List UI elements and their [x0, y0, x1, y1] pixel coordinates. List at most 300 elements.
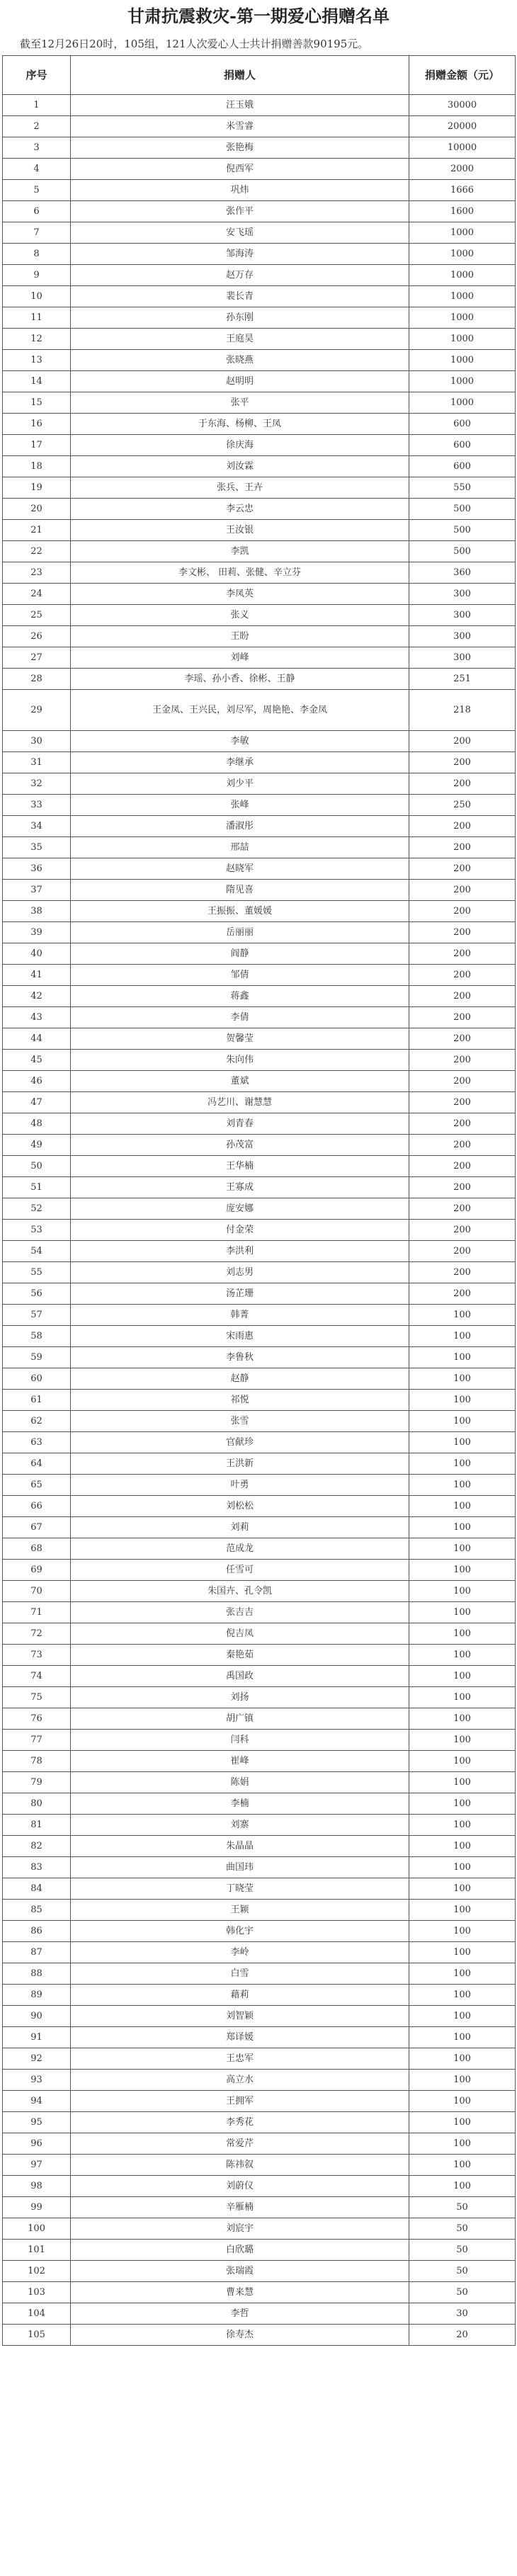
donor-name: 张艳梅: [71, 137, 409, 159]
table-row: [3, 690, 516, 731]
donor-name: 辛雁楠: [71, 2197, 409, 2218]
row-number: 36: [3, 858, 71, 880]
donor-name: 王忠军: [71, 2048, 409, 2070]
table-row: [3, 1581, 516, 1602]
donor-name: 张平: [71, 392, 409, 414]
donor-name: 张峰: [71, 795, 409, 816]
row-number: 75: [3, 1687, 71, 1708]
donation-amount: 200: [409, 943, 516, 965]
table-row: [3, 1156, 516, 1177]
donation-amount: 200: [409, 773, 516, 795]
table-row: [3, 901, 516, 922]
donation-amount: 100: [409, 1836, 516, 1857]
row-number: 104: [3, 2303, 71, 2325]
table-header-row: [3, 56, 516, 95]
donation-amount: 200: [409, 858, 516, 880]
table-row: [3, 1177, 516, 1198]
donation-amount: 100: [409, 1963, 516, 1985]
row-number: 33: [3, 795, 71, 816]
donation-amount: 100: [409, 1517, 516, 1538]
row-number: 23: [3, 562, 71, 584]
row-number: 1: [3, 95, 71, 116]
page-title: 甘肃抗震救灾-第一期爱心捐赠名单: [127, 6, 390, 26]
table-row: [3, 1198, 516, 1220]
row-number: 10: [3, 286, 71, 307]
table-row: [3, 669, 516, 690]
donor-name: 闫科: [71, 1730, 409, 1751]
table-row: [3, 95, 516, 116]
row-number: 70: [3, 1581, 71, 1602]
row-number: 4: [3, 159, 71, 180]
donation-amount: 100: [409, 1772, 516, 1793]
table-row: [3, 1432, 516, 1453]
row-number: 98: [3, 2176, 71, 2197]
donation-amount: 100: [409, 1942, 516, 1963]
table-row: [3, 1815, 516, 1836]
table-row: [3, 1836, 516, 1857]
row-number: 39: [3, 922, 71, 943]
donation-amount: 200: [409, 1283, 516, 1305]
row-number: 11: [3, 307, 71, 329]
table-row: [3, 116, 516, 137]
donor-name: 曹来慧: [71, 2282, 409, 2303]
table-row: [3, 1538, 516, 1560]
donor-name: 李文彬、 田莉、张健、辛立芬: [71, 562, 409, 584]
donor-name: 高立水: [71, 2070, 409, 2091]
table-row: [3, 1602, 516, 1623]
donor-name: 李岭: [71, 1942, 409, 1963]
row-number: 46: [3, 1071, 71, 1092]
row-number: 52: [3, 1198, 71, 1220]
donation-amount: 100: [409, 1815, 516, 1836]
row-number: 67: [3, 1517, 71, 1538]
row-number: 51: [3, 1177, 71, 1198]
table-row: [3, 1666, 516, 1687]
donation-amount: 218: [409, 690, 516, 731]
donation-amount: 20: [409, 2325, 516, 2346]
row-number: 17: [3, 435, 71, 456]
row-number: 101: [3, 2240, 71, 2261]
donor-name: 朱晶晶: [71, 1836, 409, 1857]
table-row: [3, 329, 516, 350]
row-number: 95: [3, 2112, 71, 2133]
row-number: 45: [3, 1050, 71, 1071]
donor-name: 曲国玮: [71, 1857, 409, 1878]
donor-name: 裴长青: [71, 286, 409, 307]
donation-amount: 100: [409, 1538, 516, 1560]
donation-amount: 100: [409, 1475, 516, 1496]
donation-amount: 100: [409, 2070, 516, 2091]
table-row: [3, 1283, 516, 1305]
row-number: 60: [3, 1368, 71, 1390]
donor-name: 米雪睿: [71, 116, 409, 137]
donation-amount: 50: [409, 2218, 516, 2240]
table-row: [3, 2133, 516, 2155]
table-row: [3, 943, 516, 965]
donation-amount: 250: [409, 795, 516, 816]
row-number: 82: [3, 1836, 71, 1857]
table-row: [3, 201, 516, 222]
row-number: 100: [3, 2218, 71, 2240]
table-row: [3, 2261, 516, 2282]
header-amount: 捐赠金额（元）: [409, 56, 516, 95]
row-number: 88: [3, 1963, 71, 1985]
donor-name: 汪玉娥: [71, 95, 409, 116]
row-number: 93: [3, 2070, 71, 2091]
donor-name: 刘青春: [71, 1113, 409, 1135]
row-number: 3: [3, 137, 71, 159]
row-number: 32: [3, 773, 71, 795]
donation-amount: 100: [409, 1857, 516, 1878]
donation-amount: 200: [409, 752, 516, 773]
donation-amount: 100: [409, 2133, 516, 2155]
donation-amount: 200: [409, 1241, 516, 1262]
donation-amount: 100: [409, 2176, 516, 2197]
donation-amount: 100: [409, 2091, 516, 2112]
donor-name: 倪吉凤: [71, 1623, 409, 1645]
row-number: 43: [3, 1007, 71, 1028]
table-row: [3, 435, 516, 456]
table-row: [3, 1305, 516, 1326]
donor-name: 李楠: [71, 1793, 409, 1815]
table-row: [3, 1921, 516, 1942]
table-row: [3, 1963, 516, 1985]
donor-name: 岳丽丽: [71, 922, 409, 943]
table-row: [3, 1071, 516, 1092]
donor-name: 孙东刚: [71, 307, 409, 329]
donor-name: 王寡成: [71, 1177, 409, 1198]
table-row: [3, 2091, 516, 2112]
donor-name: 郑译媛: [71, 2027, 409, 2048]
donor-name: 韩化宇: [71, 1921, 409, 1942]
donation-amount: 100: [409, 1708, 516, 1730]
donor-name: 安飞瑶: [71, 222, 409, 244]
row-number: 12: [3, 329, 71, 350]
table-row: [3, 244, 516, 265]
table-row: [3, 307, 516, 329]
table-row: [3, 584, 516, 605]
row-number: 41: [3, 965, 71, 986]
donor-name: 丁晓莹: [71, 1878, 409, 1900]
donor-name: 巩炜: [71, 180, 409, 201]
donor-name: 李云忠: [71, 499, 409, 520]
row-number: 38: [3, 901, 71, 922]
row-number: 73: [3, 1645, 71, 1666]
donor-name: 禹国政: [71, 1666, 409, 1687]
donation-amount: 200: [409, 1177, 516, 1198]
table-row: [3, 1900, 516, 1921]
table-row: [3, 137, 516, 159]
donor-name: 胡广镇: [71, 1708, 409, 1730]
row-number: 66: [3, 1496, 71, 1517]
table-row: [3, 1751, 516, 1772]
row-number: 102: [3, 2261, 71, 2282]
table-row: [3, 880, 516, 901]
donation-amount: 100: [409, 1645, 516, 1666]
row-number: 90: [3, 2006, 71, 2027]
row-number: 79: [3, 1772, 71, 1793]
table-row: [3, 1411, 516, 1432]
table-row: [3, 286, 516, 307]
row-number: 96: [3, 2133, 71, 2155]
donation-amount: 100: [409, 1751, 516, 1772]
donor-name: 王华楠: [71, 1156, 409, 1177]
donation-amount: 100: [409, 1305, 516, 1326]
donation-amount: 1000: [409, 222, 516, 244]
row-number: 55: [3, 1262, 71, 1283]
donor-name: 范成龙: [71, 1538, 409, 1560]
donor-name: 任雪可: [71, 1560, 409, 1581]
row-number: 19: [3, 477, 71, 499]
row-number: 13: [3, 350, 71, 371]
donation-amount: 200: [409, 1071, 516, 1092]
row-number: 30: [3, 731, 71, 752]
donor-name: 刘莉: [71, 1517, 409, 1538]
table-row: [3, 1241, 516, 1262]
table-row: [3, 477, 516, 499]
table-row: [3, 773, 516, 795]
row-number: 69: [3, 1560, 71, 1581]
row-number: 99: [3, 2197, 71, 2218]
table-row: [3, 1453, 516, 1475]
row-number: 87: [3, 1942, 71, 1963]
table-row: [3, 2006, 516, 2027]
row-number: 65: [3, 1475, 71, 1496]
donor-name: 李洪利: [71, 1241, 409, 1262]
row-number: 21: [3, 520, 71, 541]
donor-name: 藉莉: [71, 1985, 409, 2006]
donation-amount: 200: [409, 1028, 516, 1050]
table-row: [3, 1475, 516, 1496]
table-row: [3, 562, 516, 584]
row-number: 50: [3, 1156, 71, 1177]
donor-name: 李继承: [71, 752, 409, 773]
table-row: [3, 520, 516, 541]
row-number: 103: [3, 2282, 71, 2303]
table-row: [3, 922, 516, 943]
table-row: [3, 1220, 516, 1241]
table-row: [3, 795, 516, 816]
donation-amount: 200: [409, 922, 516, 943]
table-row: [3, 159, 516, 180]
donor-name: 刘蔚仪: [71, 2176, 409, 2197]
header-donor: 捐赠人: [71, 56, 409, 95]
table-row: [3, 2218, 516, 2240]
row-number: 83: [3, 1857, 71, 1878]
donation-amount: 1000: [409, 350, 516, 371]
table-row: [3, 1135, 516, 1156]
donor-name: 赵静: [71, 1368, 409, 1390]
donor-name: 王汝银: [71, 520, 409, 541]
donation-amount: 200: [409, 731, 516, 752]
row-number: 53: [3, 1220, 71, 1241]
row-number: 71: [3, 1602, 71, 1623]
table-row: [3, 816, 516, 837]
donation-amount: 1000: [409, 265, 516, 286]
donor-name: 张吉吉: [71, 1602, 409, 1623]
donation-amount: 1000: [409, 307, 516, 329]
table-row: [3, 2070, 516, 2091]
donor-name: 潘淑彤: [71, 816, 409, 837]
row-number: 28: [3, 669, 71, 690]
donor-name: 李倩: [71, 1007, 409, 1028]
donation-amount: 100: [409, 1326, 516, 1347]
donation-amount: 50: [409, 2282, 516, 2303]
row-number: 62: [3, 1411, 71, 1432]
donor-name: 邹海涛: [71, 244, 409, 265]
donor-name: 付金荣: [71, 1220, 409, 1241]
table-row: [3, 1942, 516, 1963]
donor-name: 朱向伟: [71, 1050, 409, 1071]
donation-amount: 200: [409, 986, 516, 1007]
donation-amount: 100: [409, 1581, 516, 1602]
table-row: [3, 605, 516, 626]
row-number: 61: [3, 1390, 71, 1411]
donor-name: 李哲: [71, 2303, 409, 2325]
row-number: 91: [3, 2027, 71, 2048]
table-row: [3, 752, 516, 773]
row-number: 14: [3, 371, 71, 392]
table-row: [3, 1730, 516, 1751]
row-number: 54: [3, 1241, 71, 1262]
donor-name: 徐庆海: [71, 435, 409, 456]
donor-name: 刘寨: [71, 1815, 409, 1836]
table-row: [3, 350, 516, 371]
donor-name: 阎静: [71, 943, 409, 965]
donation-amount: 100: [409, 1560, 516, 1581]
row-number: 9: [3, 265, 71, 286]
donation-amount: 300: [409, 605, 516, 626]
table-row: [3, 1517, 516, 1538]
donor-name: 张作平: [71, 201, 409, 222]
donor-name: 崔峰: [71, 1751, 409, 1772]
donation-amount: 1000: [409, 371, 516, 392]
donor-name: 汤芷珊: [71, 1283, 409, 1305]
table-row: [3, 180, 516, 201]
row-number: 8: [3, 244, 71, 265]
donation-amount: 100: [409, 1666, 516, 1687]
table-row: [3, 1878, 516, 1900]
donation-amount: 100: [409, 1878, 516, 1900]
donation-amount: 100: [409, 1347, 516, 1368]
donor-name: 赵晓军: [71, 858, 409, 880]
row-number: 97: [3, 2155, 71, 2176]
donation-amount: 300: [409, 647, 516, 669]
row-number: 16: [3, 414, 71, 435]
row-number: 63: [3, 1432, 71, 1453]
table-row: [3, 1113, 516, 1135]
donor-name: 于东海、杨柳、王凤: [71, 414, 409, 435]
donation-amount: 100: [409, 1390, 516, 1411]
row-number: 58: [3, 1326, 71, 1347]
table-row: [3, 2027, 516, 2048]
row-number: 18: [3, 456, 71, 477]
donor-name: 王拥军: [71, 2091, 409, 2112]
row-number: 85: [3, 1900, 71, 1921]
row-number: 6: [3, 201, 71, 222]
donor-name: 李敏: [71, 731, 409, 752]
donor-name: 王金凤、王兴民，刘尽军，周艳艳、李金凤: [71, 690, 409, 731]
donor-name: 刘志男: [71, 1262, 409, 1283]
donation-amount: 200: [409, 1113, 516, 1135]
donor-name: 陈祎叙: [71, 2155, 409, 2176]
donor-name: 刘少平: [71, 773, 409, 795]
table-row: [3, 1007, 516, 1028]
table-row: [3, 1390, 516, 1411]
donor-name: 李凯: [71, 541, 409, 562]
table-row: [3, 1645, 516, 1666]
row-number: 72: [3, 1623, 71, 1645]
donation-amount: 600: [409, 456, 516, 477]
table-row: [3, 541, 516, 562]
donation-amount: 200: [409, 837, 516, 858]
table-row: [3, 1857, 516, 1878]
table-row: [3, 2282, 516, 2303]
donor-name: 白欣璐: [71, 2240, 409, 2261]
donor-name: 王盼: [71, 626, 409, 647]
row-number: 7: [3, 222, 71, 244]
table-row: [3, 265, 516, 286]
donation-amount: 100: [409, 1411, 516, 1432]
table-row: [3, 1560, 516, 1581]
table-row: [3, 647, 516, 669]
table-row: [3, 371, 516, 392]
donation-amount: 300: [409, 584, 516, 605]
donor-name: 祁悦: [71, 1390, 409, 1411]
donor-name: 赵万存: [71, 265, 409, 286]
donor-name: 张晓燕: [71, 350, 409, 371]
donation-amount: 100: [409, 1623, 516, 1645]
table-row: [3, 626, 516, 647]
donor-name: 贺馨莹: [71, 1028, 409, 1050]
table-row: [3, 2048, 516, 2070]
table-row: [3, 2155, 516, 2176]
donor-name: 陈娟: [71, 1772, 409, 1793]
donation-amount: 300: [409, 626, 516, 647]
row-number: 81: [3, 1815, 71, 1836]
donation-amount: 1000: [409, 286, 516, 307]
donation-amount: 100: [409, 1921, 516, 1942]
table-row: [3, 1708, 516, 1730]
donation-amount: 500: [409, 520, 516, 541]
donor-name: 张兵、王卉: [71, 477, 409, 499]
donation-amount: 100: [409, 1985, 516, 2006]
donation-amount: 50: [409, 2197, 516, 2218]
donor-name: 韩菁: [71, 1305, 409, 1326]
table-row: [3, 986, 516, 1007]
table-row: [3, 2112, 516, 2133]
donor-name: 张瑞霞: [71, 2261, 409, 2282]
table-row: [3, 1368, 516, 1390]
donor-name: 朱国卉、孔令凯: [71, 1581, 409, 1602]
donor-name: 刘智颖: [71, 2006, 409, 2027]
donation-amount: 251: [409, 669, 516, 690]
donation-amount: 200: [409, 901, 516, 922]
table-row: [3, 222, 516, 244]
donation-amount: 1600: [409, 201, 516, 222]
row-number: 20: [3, 499, 71, 520]
table-row: [3, 1496, 516, 1517]
donor-name: 张雪: [71, 1411, 409, 1432]
donation-amount: 100: [409, 1900, 516, 1921]
donation-amount: 550: [409, 477, 516, 499]
row-number: 44: [3, 1028, 71, 1050]
donor-name: 倪西军: [71, 159, 409, 180]
donor-name: 庞安娜: [71, 1198, 409, 1220]
donor-name: 李鲁秋: [71, 1347, 409, 1368]
donation-amount: 30: [409, 2303, 516, 2325]
row-number: 48: [3, 1113, 71, 1135]
